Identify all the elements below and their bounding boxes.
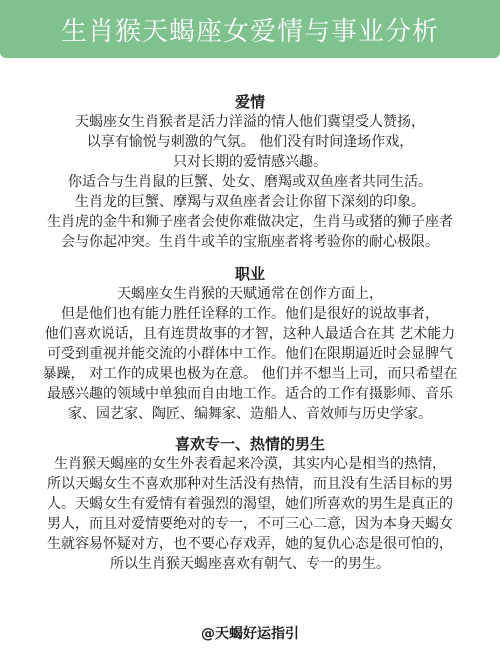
article-body [0,92,500,574]
paragraph-line: 天蝎座女生肖猴的天赋通常在创作方面上， [117,286,383,302]
section-title-career: 职业 [234,265,265,283]
paragraph-line: 暴躁， 对工作的成果也极为在意。 他们并不想当上司，而只希望在 [42,366,458,382]
page-title: 生肖猴天蝎座女爱情与事业分析 [60,16,439,47]
paragraph-line: 他们喜欢说话，且有连贯故事的才智，这种人最适合在其 艺术能力 [44,326,456,342]
paragraph-line: 你适合与生肖鼠的巨蟹、处女、磨羯或双鱼座者共同生活。 [68,174,432,190]
paragraph-line: 以享有愉悦与刺激的气氛。 他们没有时间逢场作戏， [86,134,414,150]
section-title-preference: 喜欢专一、热情的男生 [174,435,325,453]
paragraph-line: 家、园艺家、陶匠、编舞家、造船人、音效师与历史学家。 [68,406,432,422]
paragraph-line: 生肖龙的巨蟹、摩羯与双鱼座者会让你留下深刻的印象。 [75,194,425,210]
header-banner [0,0,500,58]
paragraph-line: 最感兴趣的领域中单独而自由地工作。适合的工作有摄影师、音乐 [47,386,453,402]
paragraph-line: 男人，而且对爱情要绝对的专一，不可三心二意，因为本身天蝎女 [47,516,453,532]
paragraph-line: 生肖虎的金牛和狮子座者会使你难做决定，生肖马或猪的狮子座者 [47,214,453,230]
paragraph-line: 可受到重视并能交流的小群体中工作。他们在限期逼近时会显脾气 [47,346,453,362]
paragraph-line: 所以天蝎女生不喜欢那种对生活没有热情，而且没有生活目标的男 [47,476,453,492]
section-love [0,92,500,252]
paragraph-line: 人。天蝎女生有爱情有着强烈的渴望，她们所喜欢的男生是真正的 [47,496,453,512]
paragraph-line: 会与你起冲突。生肖牛或羊的宝瓶座者将考验你的耐心极限。 [61,234,439,250]
paragraph-line: 生就容易怀疑对方，也不要心存戏弄，她的复仇心态是很可怕的， [47,536,453,552]
paragraph-line: 生肖猴天蝎座的女生外表看起来冷漠，其实内心是相当的热情， [54,456,446,472]
paragraph-line: 只对长期的爱情感兴趣。 [173,154,327,170]
section-career [0,264,500,424]
paragraph-line: 所以生肖猴天蝎座喜欢有朝气、专一的男生。 [110,556,390,572]
paragraph-line: 天蝎座女生肖猴者是活力洋溢的情人他们冀望受人赞扬， [75,114,425,130]
section-title-love: 爱情 [234,93,265,111]
footer-credit: @天蝎好运指引 [201,626,299,642]
section-preference [0,434,500,574]
paragraph-line: 但是他们也有能力胜任诠释的工作。他们是很好的说故事者， [61,306,439,322]
